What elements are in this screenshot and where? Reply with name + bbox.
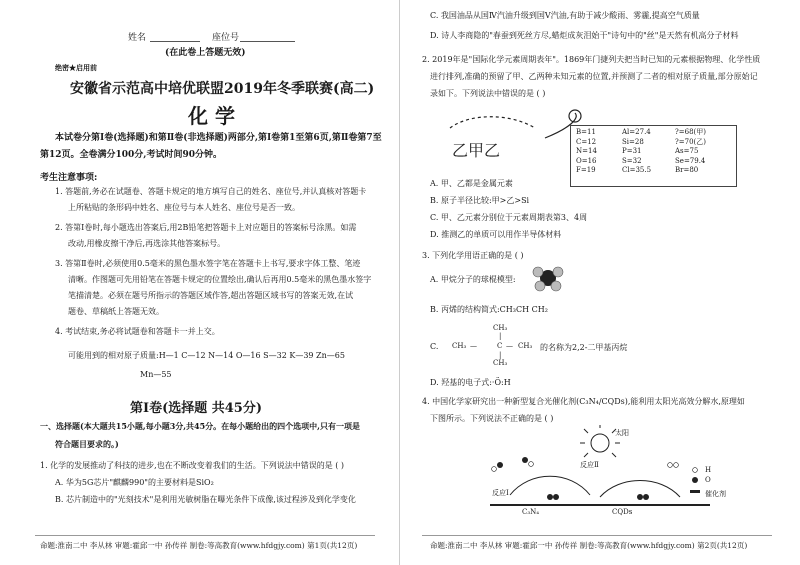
- sun-label: 太阳: [615, 429, 629, 437]
- note-line: 上所粘贴的条形码中姓名、座位号与本人姓名、座位号是否一致。: [68, 203, 300, 212]
- legend-o: O: [705, 476, 711, 484]
- question-3-option-d: D. 羟基的电子式:·Ö:H: [430, 378, 511, 387]
- question-3: 3. 下列化学用语正确的是 ( ): [422, 251, 524, 260]
- section-instruction-2: 符合题目要求的。): [55, 439, 119, 449]
- ch3-top: CH₃: [493, 324, 508, 332]
- legend-h: H: [705, 466, 712, 474]
- question-2-line-2: 进行排列,准确的预留了甲、乙两种未知元素的位置,并预测了二者的相对原子质量,部分原始记: [430, 72, 758, 81]
- question-1: 1. 化学的发展推动了科技的进步,也在不断改变着我们的生活。下列说法中错误的是 ( ): [40, 461, 345, 470]
- table-cell: S=32: [622, 156, 642, 165]
- bond-left-icon: —: [470, 342, 477, 350]
- note-line: 2. 答第Ⅰ卷时,每小题选出答案后,用2B铅笔把答题卡上对应题目的答案标号涂黑。如需: [55, 223, 357, 232]
- table-cell: Br=80: [675, 166, 699, 174]
- note-line: 笔描清楚。必须在题号所指示的答题区域作答,超出答题区域书写的答案无效,在试: [68, 291, 354, 300]
- intro-line-2: 第12页。全卷满分100分,考试时间90分钟。: [40, 150, 222, 160]
- footer-rule: [422, 535, 772, 536]
- legend-catalyst: 催化剂: [705, 490, 726, 498]
- seat-label: 座位号: [212, 33, 240, 43]
- table-cell: B=11: [576, 128, 596, 136]
- question-2-line-1: 2. 2019年是"国际化学元素周期表年"。1869年门捷列夫把当时已知的元素根据物理、化学性质: [422, 55, 761, 64]
- catalyst-2-label: CQDs: [612, 508, 633, 516]
- page-footer: 命题:淮南二中 李从林 审题:霍邱一中 孙传祥 制卷:等高教育(www.hfdgjy.com) 第2页(共12页): [430, 541, 748, 550]
- note-line: 4. 考试结束,务必将试题卷和答题卡一并上交。: [55, 327, 220, 336]
- section-title: 第Ⅰ卷(选择题 共45分): [130, 401, 262, 416]
- question-4-line-2: 下图所示。下列说法不正确的是 ( ): [430, 414, 554, 423]
- page-footer: 命题:淮南二中 李从林 审题:霍邱一中 孙传祥 制卷:等高教育(www.hfdgjy.com) 第1页(共12页): [40, 541, 358, 550]
- table-cell: N=14: [576, 147, 597, 155]
- intro-line-1: 本试卷分第Ⅰ卷(选择题)和第Ⅱ卷(非选择题)两部分,第Ⅰ卷第1至第6页,第Ⅱ卷第7至: [55, 133, 382, 143]
- subject-title: 化 学: [188, 104, 235, 128]
- question-2-option-d: D. 推测乙的单质可以用作半导体材料: [430, 230, 562, 239]
- reaction-1-label: 反应Ⅰ: [492, 489, 509, 497]
- question-3-option-c-text: 的名称为2,2-二甲基丙烷: [540, 343, 628, 352]
- notes-title: 考生注意事项:: [40, 173, 98, 183]
- question-2-line-3: 录如下。下列说法中错误的是 ( ): [430, 89, 546, 98]
- seat-line: [240, 41, 295, 42]
- ch3-left: CH₃: [452, 342, 467, 350]
- question-3-option-a: A. 甲烷分子的球棍模型:: [430, 275, 516, 284]
- table-cell: ?=70(乙): [675, 137, 706, 146]
- exam-title: 安徽省示范高中培优联盟2019年冬季联赛(高二): [70, 81, 375, 97]
- question-2-option-b: B. 原子半径比较:甲>乙>Si: [430, 196, 530, 205]
- question-3-option-c-label: C.: [430, 342, 439, 351]
- table-cell: Se=79.4: [675, 156, 706, 165]
- question-3-option-b: B. 丙烯的结构简式:CH₃CH CH₂: [430, 305, 548, 314]
- reaction-2-label: 反应Ⅱ: [580, 461, 599, 469]
- bond-right-icon: —: [506, 342, 513, 350]
- table-cell: As=75: [675, 147, 699, 155]
- question-1-option-b: B. 芯片制造中的"光刻技术"是利用光敏树脂在曝光条件下成像,该过程涉及到化学变化: [55, 495, 356, 504]
- table-column-1: [576, 128, 597, 176]
- question-1-option-a: A. 华为5G芯片"麒麟990"的主要材料是SiO₂: [55, 478, 214, 487]
- photocatalysis-diagram: [470, 425, 730, 525]
- question-4-line-1: 4. 中国化学家研究出一种新型复合光催化剂(C₃N₄/CQDs),能利用太阳光高效分解水,原理如: [422, 397, 745, 406]
- ch3-right: CH₃: [518, 342, 533, 350]
- atomic-mass-line-2: Mn—55: [140, 370, 172, 379]
- table-cell: F=19: [576, 166, 596, 174]
- footer-rule: [35, 535, 375, 536]
- name-line: [150, 41, 200, 42]
- table-cell: P=31: [622, 147, 642, 155]
- question-1-option-d: D. 诗人李商隐的"春蚕到死丝方尽,蜡炬成灰泪始干"诗句中的"丝"是天然有机高分子材料: [430, 31, 739, 40]
- table-cell: ?=68(甲): [675, 128, 706, 136]
- no-answer-notice: (在此卷上答题无效): [165, 48, 246, 58]
- page-2: [400, 0, 800, 565]
- question-2-option-a: A. 甲、乙都是金属元素: [430, 179, 513, 188]
- mendeleev-figure: [440, 108, 590, 168]
- question-2-option-c: C. 甲、乙元素分别位于元素周期表第3、4周: [430, 213, 588, 222]
- catalyst-1-label: C₃N₄: [522, 508, 540, 516]
- name-label: 姓名: [128, 33, 147, 43]
- question-1-option-c: C. 我国油品从国Ⅳ汽油升级到国Ⅴ汽油,有助于减少酸雨、雾霾,提高空气质量: [430, 11, 700, 20]
- atomic-mass-line-1: 可能用到的相对原子质量:H—1 C—12 N—14 O—16 S—32 K—39 Zn—65: [68, 351, 345, 360]
- table-column-3: [675, 128, 706, 176]
- section-instruction-1: 一、选择题(本大题共15小题,每小题3分,共45分。在每小题给出的四个选项中,只有一项是: [40, 421, 360, 431]
- note-line: 清晰。作图题可先用铅笔在答题卡规定的位置绘出,确认后再用0.5毫米的黑色墨水签字: [68, 275, 372, 284]
- methane-ball-model-icon: [530, 264, 566, 292]
- table-column-2: [622, 128, 651, 176]
- bond-top-icon: |: [499, 332, 502, 340]
- table-cell: Cl=35.5: [622, 166, 652, 174]
- svg-text:乙甲乙: 乙甲乙: [452, 141, 501, 160]
- note-line: 3. 答第Ⅱ卷时,必须使用0.5毫米的黑色墨水签字笔在答题卡上书写,要求字体工整、笔迹: [55, 259, 361, 268]
- note-line: 改动,用橡皮擦干净后,再选涂其他答案标号。: [68, 239, 226, 248]
- table-cell: O=16: [576, 156, 597, 165]
- table-cell: C=12: [576, 137, 597, 146]
- bond-bottom-icon: |: [499, 351, 502, 359]
- note-line: 1. 答题前,务必在试题卷、答题卡规定的地方填写自己的姓名、座位号,并认真核对答题卡: [55, 187, 367, 196]
- carbon-center-icon: C: [497, 342, 503, 350]
- ch3-bottom: CH₃: [493, 359, 508, 367]
- table-cell: Si=28: [622, 137, 644, 146]
- note-line: 题卷、草稿纸上答题无效。: [68, 307, 164, 316]
- secret-mark: 绝密★启用前: [55, 63, 97, 72]
- table-cell: Al=27.4: [622, 128, 651, 136]
